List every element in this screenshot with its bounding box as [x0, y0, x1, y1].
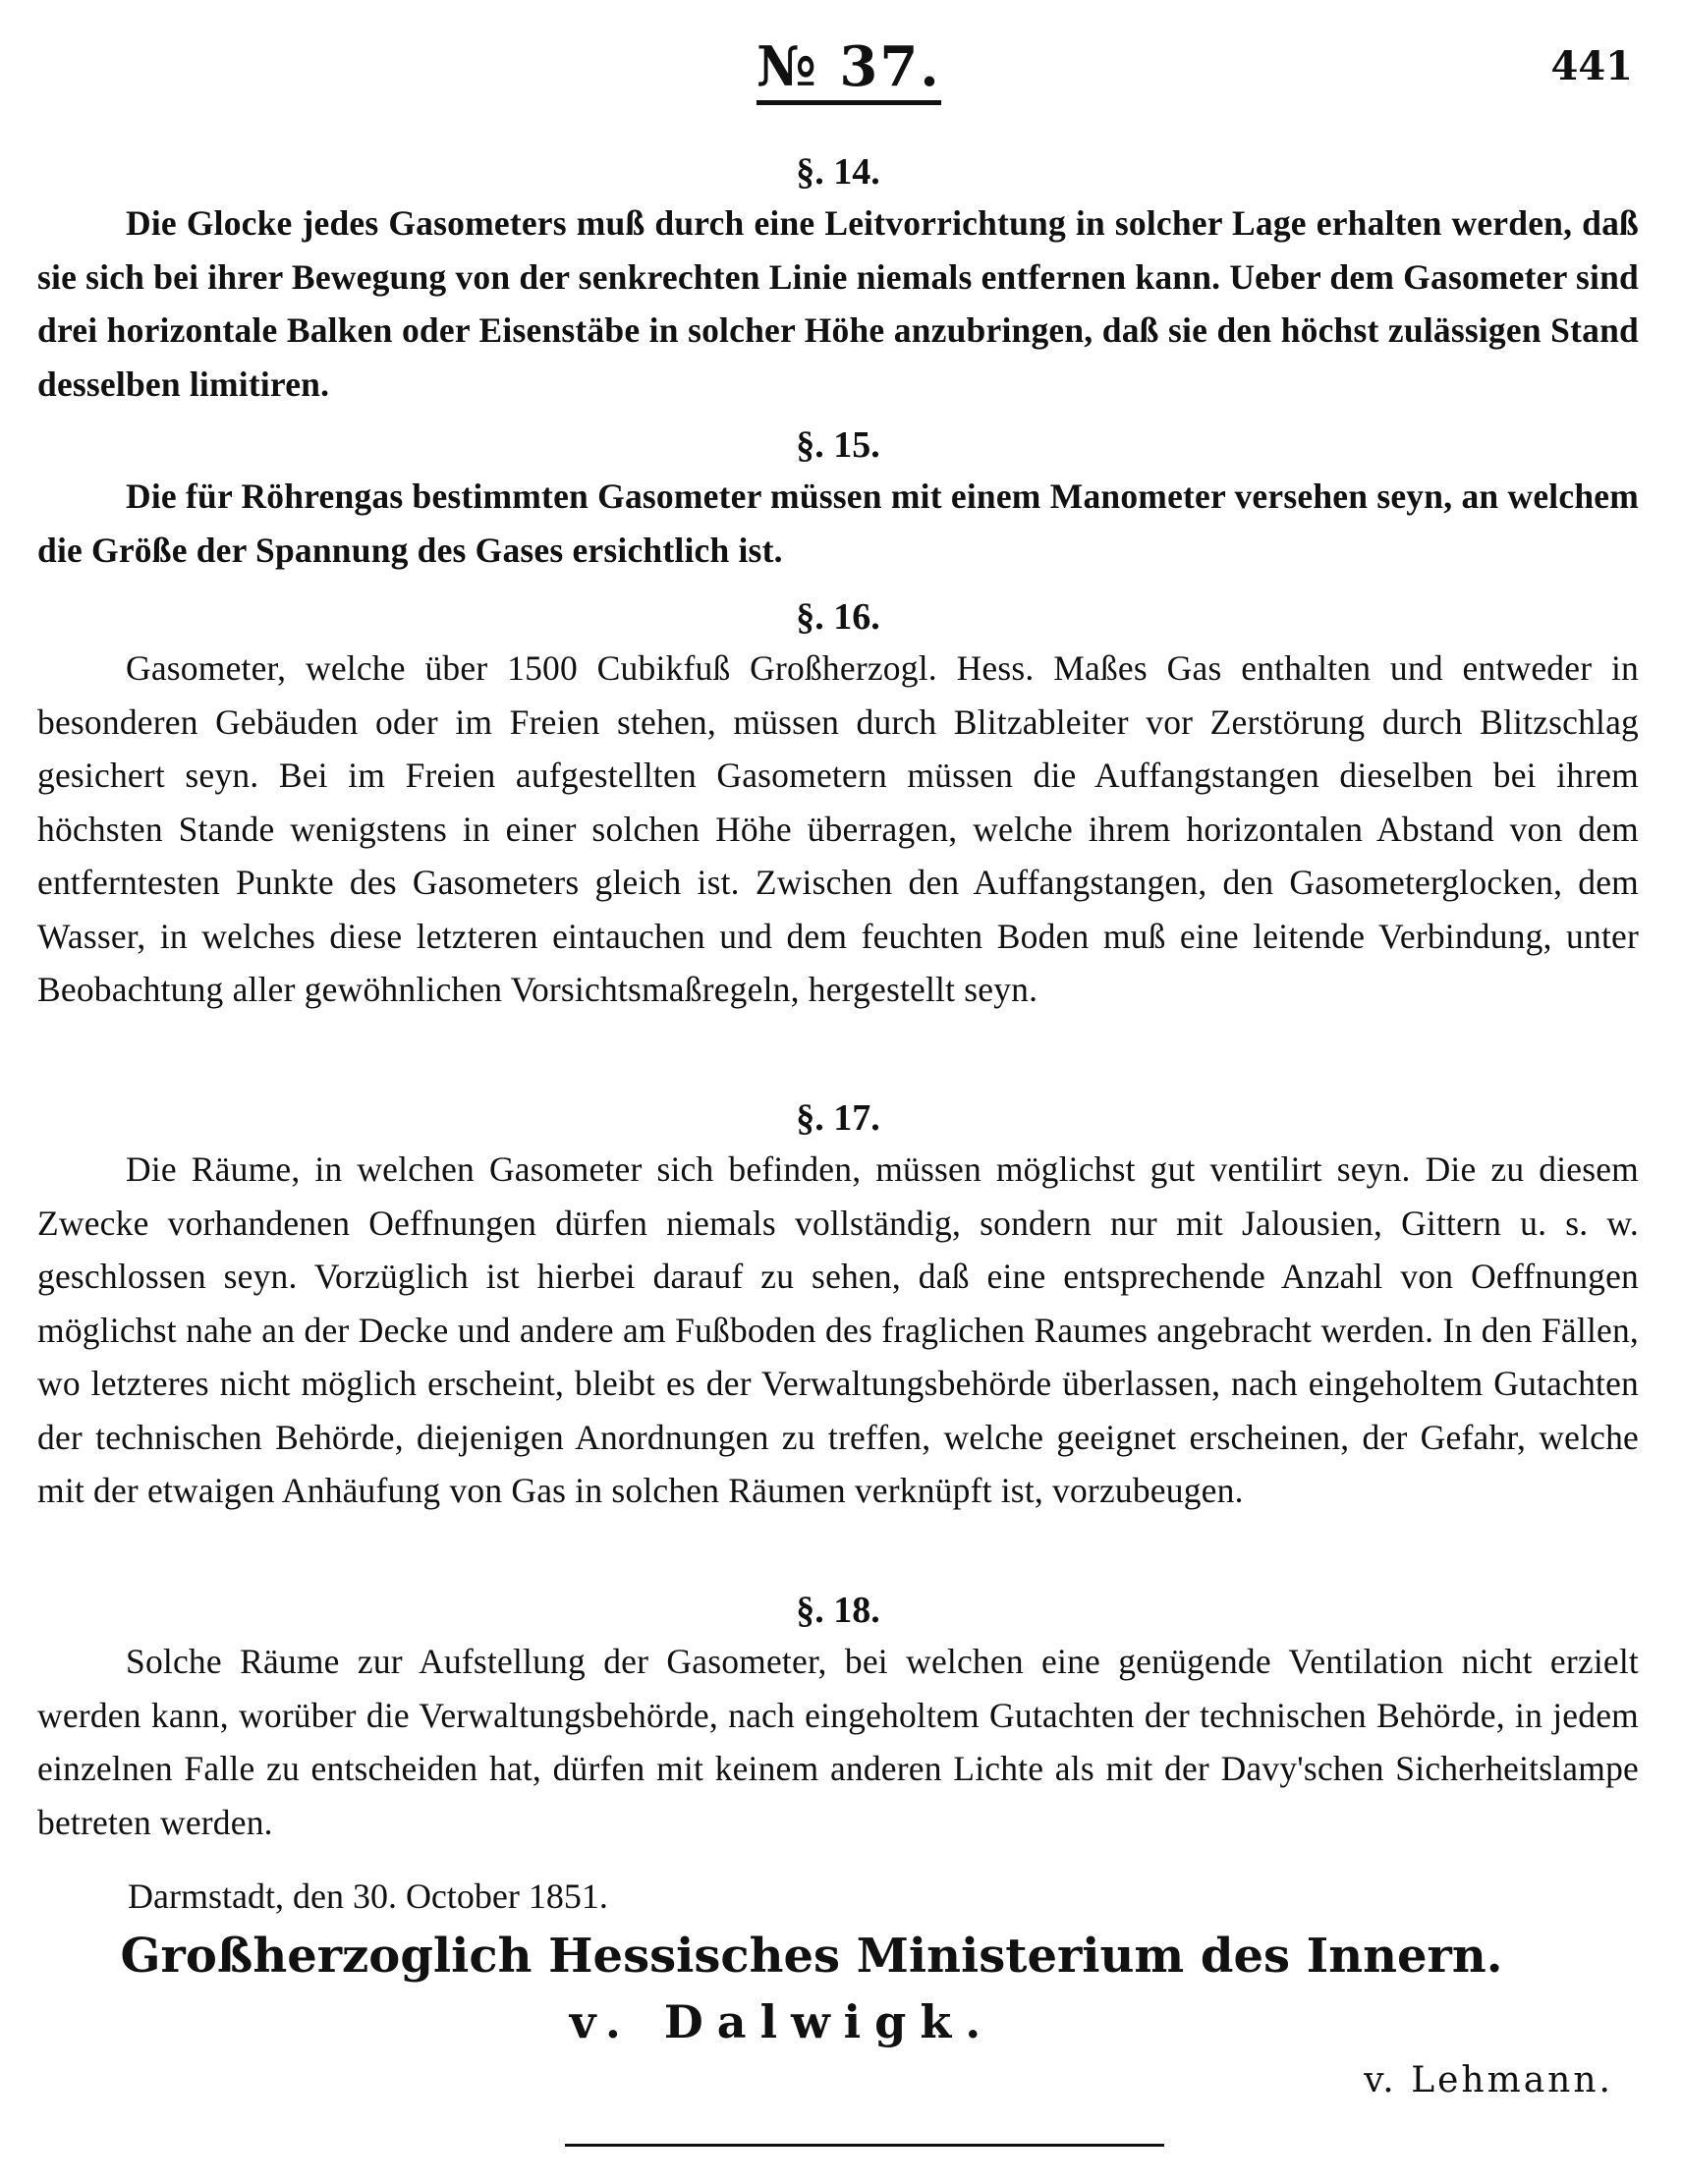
issue-number: № 37.: [757, 35, 941, 105]
divider-line: [565, 2144, 1164, 2147]
section-paragraph: Gasometer, welche über 1500 Cubikfuß Großherzogl. Hess. Maßes Gas enthalten und entweder in besonderen Gebäuden oder im Freien stehen, müssen durch Blitzableiter vor Zerstörung durch Blitzschlag gesichert seyn. Bei im Freien aufgestellten Gasometern müssen die Auffangstangen dieselben bei ihrem höchsten Stande wenigstens in einer solchen Höhe überragen, welche ihrem horizontalen Abstand von dem entferntesten Punkte des Gasometers gleich ist. Zwischen den Auffangstangen, den Gasometerglocken, dem Wasser, in welches diese letzteren eintauchen und dem feuchten Boden muß eine leitende Verbindung, unter Beobachtung aller gewöhnlichen Vorsichtsmaßregeln, hergestellt seyn.: [37, 648, 1639, 1009]
ministry-name: Großherzoglich Hessisches Ministerium des Innern.: [120, 1929, 1503, 1984]
section-heading: §. 18.: [796, 1590, 880, 1631]
page-number: 441: [1550, 43, 1633, 89]
section-paragraph: Die für Röhrengas bestimmten Gasometer müssen mit einem Manometer versehen seyn, an welchem die Größe der Spannung des Gases ersichtlich ist.: [37, 476, 1639, 570]
minister-name: v. Dalwigk.: [569, 1995, 995, 2048]
place-date: Darmstadt, den 30. October 1851.: [128, 1876, 608, 1916]
section-17: [37, 1093, 1639, 1518]
section-16: [37, 592, 1639, 1017]
section-heading: §. 15.: [796, 424, 880, 466]
page-header: [0, 35, 1682, 114]
section-paragraph: Die Räume, in welchen Gasometer sich befinden, müssen möglichst gut ventilirt seyn. Die zu diesem Zwecke vorhandenen Oeffnungen dürfen niemals vollständig, sondern nur mit Jalousien, Gittern u. s. w. geschlossen seyn. Vorzüglich ist hierbei darauf zu sehen, daß eine entsprechende Anzahl von Oeffnungen möglichst nahe an der Decke und andere am Fußboden des fraglichen Raumes angebracht werden. In den Fällen, wo letzteres nicht möglich erscheint, bleibt es der Verwaltungsbehörde überlassen, nach eingeholtem Gutachten der technischen Behörde, diejenigen Anordnungen zu treffen, welche geeignet erscheinen, der Gefahr, welche mit der etwaigen Anhäufung von Gas in solchen Räumen verknüpft ist, vorzubeugen.: [37, 1149, 1639, 1510]
secretary-signature: v. Lehmann.: [1364, 2060, 1613, 2100]
section-paragraph: Solche Räume zur Aufstellung der Gasometer, bei welchen eine genügende Ventilation nicht erzielt werden kann, worüber die Verwaltungsbehörde, nach eingeholtem Gutachten der technischen Behörde, in jedem einzelnen Falle zu entscheiden hat, dürfen mit keinem anderen Lichte als mit der Davy'schen Sicherheitslampe betreten werden.: [37, 1642, 1639, 1842]
section-14: [37, 147, 1639, 411]
minister-signature: [0, 1994, 1682, 2049]
section-15: [37, 420, 1639, 577]
section-heading: §. 16.: [796, 596, 880, 638]
ministry-signature: [0, 1926, 1682, 1987]
section-paragraph: Die Glocke jedes Gasometers muß durch eine Leitvorrichtung in solcher Lage erhalten werden, daß sie sich bei ihrer Bewegung von der senkrechten Linie niemals entfernen kann. Ueber dem Gasometer sind drei horizontale Balken oder Eisenstäbe in solcher Höhe anzubringen, daß sie den höchst zulässigen Stand desselben limitiren.: [37, 203, 1639, 404]
section-heading: §. 17.: [796, 1097, 880, 1139]
section-heading: §. 14.: [796, 151, 880, 193]
section-18: [37, 1586, 1639, 1849]
